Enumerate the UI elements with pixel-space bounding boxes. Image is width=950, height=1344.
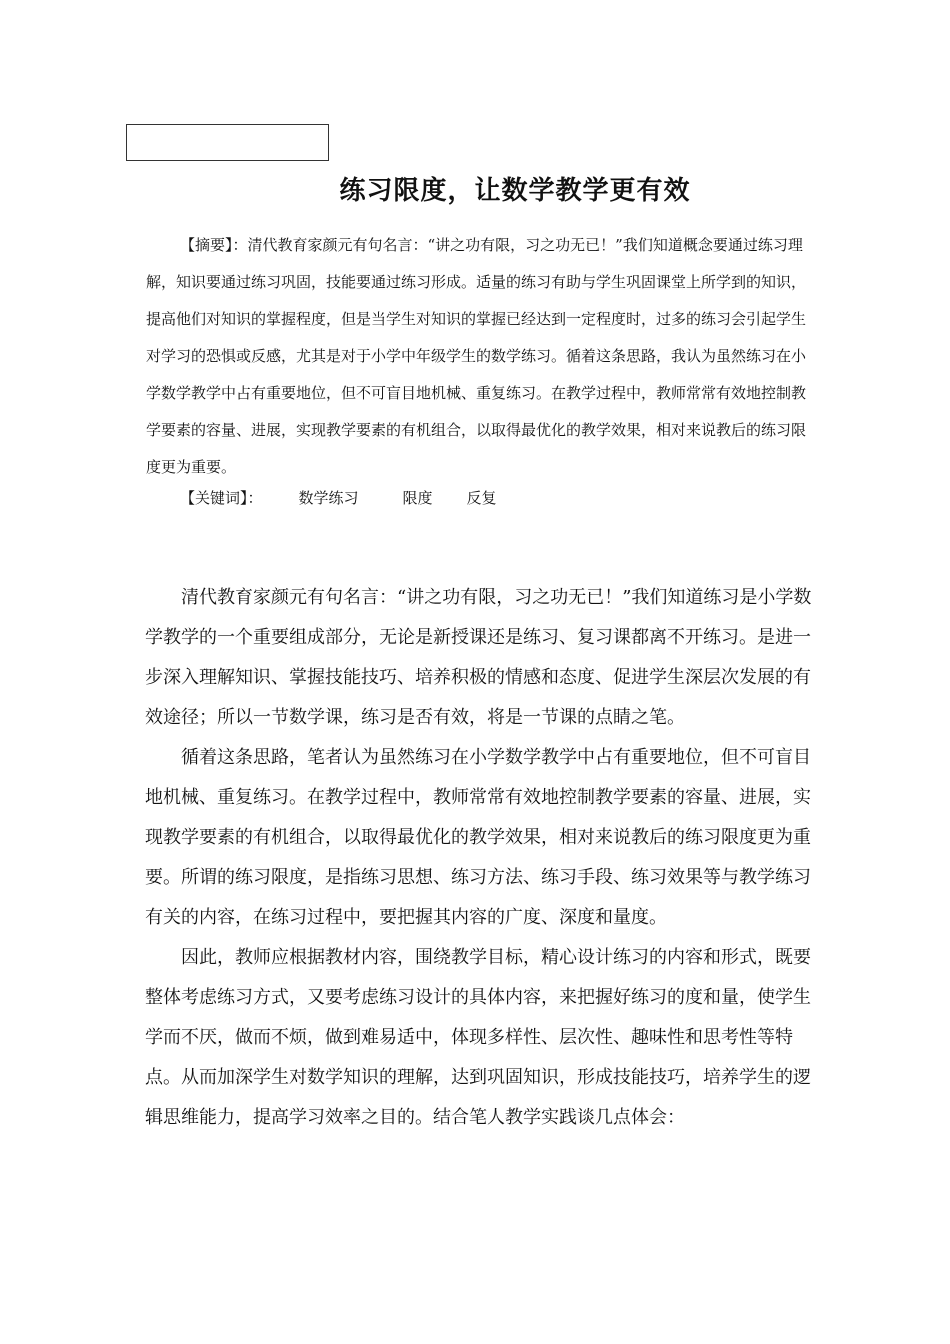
header-label-box: [126, 124, 329, 161]
body-paragraph: 清代教育家颜元有句名言：“讲之功有限，习之功无已！”我们知道练习是小学数学教学的一个重要组成部分，无论是新授课还是练习、复习课都离不开练习。是进一步深入理解知识、掌握技能技巧、培养积极的情感和态度、促进学生深层次发展的有效途径；所以一节数学课，练习是否有效，将是一节课的点睛之笔。: [145, 587, 812, 728]
keyword-item: 数学练习: [298, 489, 359, 507]
body-paragraph: 因此，教师应根据教材内容，围绕教学目标，精心设计练习的内容和形式，既要整体考虑练习方式，又要考虑练习设计的具体内容，来把握好练习的度和量，使学生学而不厌，做而不烦，做到难易适中，体现多样性、层次性、趣味性和思考性等特点。从而加深学生对数学知识的理解，达到巩固知识，形成技能技巧，培养学生的逻辑思维能力，提高学习效率之目的。结合笔人教学实践谈几点体会：: [145, 947, 811, 1128]
document-body: [145, 578, 825, 1138]
keywords-label: 【关键词】：: [180, 489, 263, 507]
body-paragraph: 循着这条思路，笔者认为虽然练习在小学数学教学中占有重要地位，但不可盲目地机械、重复练习。在教学过程中，教师常常有效地控制教学要素的容量、进展，实现教学要素的有机组合，以取得最优化的教学效果，相对来说教后的练习限度更为重要。所谓的练习限度，是指练习思想、练习方法、练习手段、练习效果等与教学练习有关的内容，在练习过程中，要把握其内容的广度、深度和量度。: [145, 747, 811, 928]
keyword-item: 限度: [402, 489, 433, 507]
keyword-item: 反复: [466, 489, 497, 507]
abstract-text: 清代教育家颜元有句名言：“讲之功有限，习之功无已！”我们知道概念要通过练习理解，知识要通过练习巩固，技能要通过练习形成。适量的练习有助与学生巩固课堂上所学到的知识，提高他们对知识的掌握程度，但是当学生对知识的掌握已经达到一定程度时，过多的练习会引起学生对学习的恐惧或反感，尤其是对于小学中年级学生的数学练习。循着这条思路，我认为虽然练习在小学数学教学中占有重要地位，但不可盲目地机械、重复练习。在教学过程中，教师常常有效地控制教学要素的容量、进展，实现教学要素的有机组合，以取得最优化的教学效果，相对来说教后的练习限度更为重要。: [146, 236, 807, 476]
document-title: 练习限度，让数学教学更有效: [339, 176, 691, 206]
keywords-section: [180, 483, 497, 513]
abstract-paragraph: [146, 227, 806, 486]
abstract-label: 【摘要】：: [180, 236, 248, 254]
abstract-section: [146, 227, 806, 486]
